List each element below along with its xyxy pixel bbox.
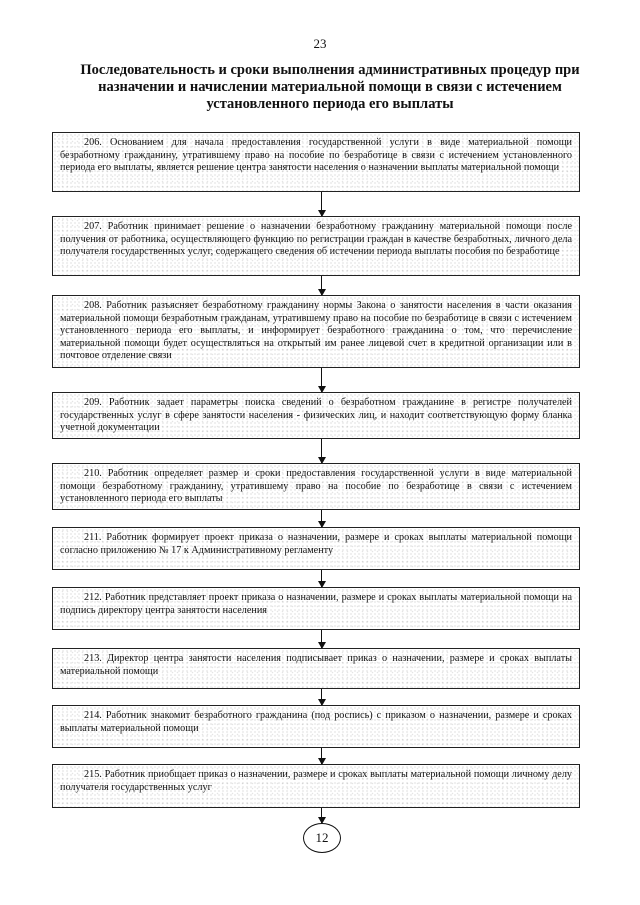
flow-arrow bbox=[321, 630, 322, 648]
step-212-text: 212. Работник представляет проект приказа о назначении, размере и сроках выплаты материальной помощи на подпись директору центра занятости населения bbox=[60, 592, 572, 616]
page-number: 23 bbox=[313, 36, 327, 51]
step-209-box bbox=[52, 392, 580, 439]
document-title: Последовательность и сроки выполнения административных процедур при назначении и начислении материальной помощи в связи с истечением установленного периода его выплаты bbox=[80, 62, 580, 112]
flow-arrow bbox=[321, 192, 322, 216]
step-211-box bbox=[52, 527, 580, 570]
flow-arrow bbox=[321, 510, 322, 527]
step-212-box bbox=[52, 587, 580, 630]
step-208-text: 208. Работник разъясняет безработному гражданину нормы Закона о занятости населения в части оказания материальной помощи безработным гражданам, утратившему право на пособие по безработице в связи с истечением установленного периода его выплаты, и информирует безработного гражданина о том, что перечисление материальной помощи будет осуществляться на открытый им ранее лицевой счет в кредитной организации или в почтовое отделение связи bbox=[60, 300, 572, 362]
flow-arrow bbox=[321, 748, 322, 764]
page-connector-circle: 12 bbox=[303, 823, 341, 853]
flow-arrow bbox=[321, 439, 322, 463]
step-208-box bbox=[52, 295, 580, 368]
step-209-text: 209. Работник задает параметры поиска сведений о безработном гражданине в регистре получателей государственных услуг в сфере занятости населения - физических лиц, и находит соответствующую форму бланка учетной документации bbox=[60, 397, 572, 434]
step-213-box bbox=[52, 648, 580, 689]
step-206-text: 206. Основанием для начала предоставления государственной услуги в виде материальной помощи безработному гражданину, утратившему право на пособие по безработице в связи с истечением установленного периода его выплаты, является решение центра занятости населения о назначении выплаты материальной помощи bbox=[60, 137, 572, 174]
step-211-text: 211. Работник формирует проект приказа о назначении, размере и сроках выплаты материальной помощи согласно приложению № 17 к Административному регламенту bbox=[60, 532, 572, 556]
flow-arrow bbox=[321, 808, 322, 823]
step-215-text: 215. Работник приобщает приказ о назначении, размере и сроках выплаты материальной помощи личному делу получателя государственных услуг bbox=[60, 769, 572, 793]
step-213-text: 213. Директор центра занятости населения подписывает приказ о назначении, размере и сроках выплаты материальной помощи bbox=[60, 653, 572, 677]
flow-arrow bbox=[321, 689, 322, 705]
step-207-text: 207. Работник принимает решение о назначении безработному гражданину материальной помощи после получения от работника, осуществляющего функцию по регистрации граждан в качестве безработных, личного дела получателя государственных услуг, содержащего сведения об истечении периода выплаты пособия по безработице bbox=[60, 221, 572, 258]
step-215-box bbox=[52, 764, 580, 808]
step-206-box bbox=[52, 132, 580, 192]
step-214-box bbox=[52, 705, 580, 748]
flow-arrow bbox=[321, 276, 322, 295]
flow-arrow bbox=[321, 368, 322, 392]
flow-arrow bbox=[321, 570, 322, 587]
step-207-box bbox=[52, 216, 580, 276]
step-210-box bbox=[52, 463, 580, 510]
step-210-text: 210. Работник определяет размер и сроки предоставления государственной услуги в виде материальной помощи безработному гражданину, утратившему право на пособие по безработице в связи с истечением установленного периода его выплаты bbox=[60, 468, 572, 505]
step-214-text: 214. Работник знакомит безработного гражданина (под роспись) с приказом о назначении, размере и сроках выплаты материальной помощи bbox=[60, 710, 572, 734]
